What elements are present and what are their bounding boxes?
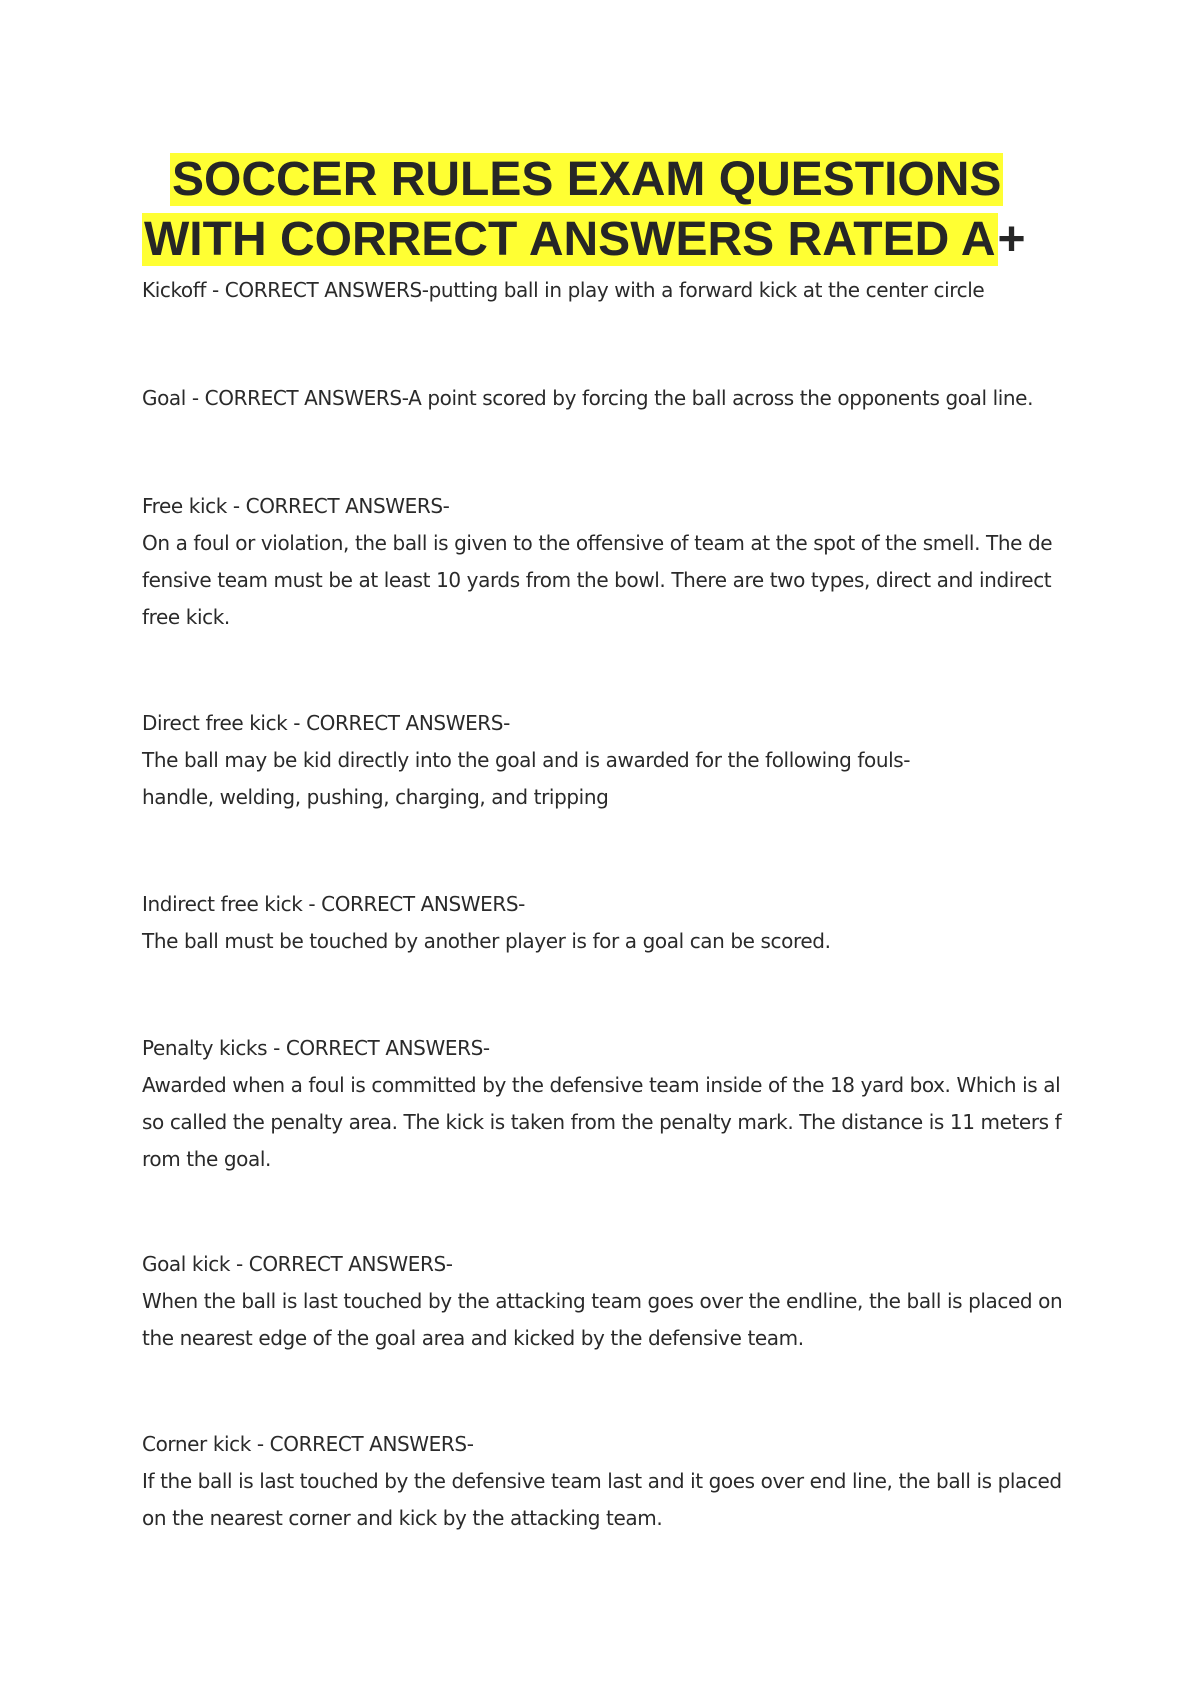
title-line-1 xyxy=(142,150,1042,210)
entry-term: Corner kick - CORRECT ANSWERS- xyxy=(142,1432,474,1456)
entry-term: Free kick - CORRECT ANSWERS- xyxy=(142,494,450,518)
title-suffix: + xyxy=(997,213,1026,266)
qa-entry-kickoff xyxy=(142,272,1082,309)
entry-term: Indirect free kick - CORRECT ANSWERS- xyxy=(142,892,525,916)
qa-entry-goal xyxy=(142,380,1082,417)
qa-entry-goal-kick xyxy=(142,1246,1072,1357)
qa-entry-direct-free-kick xyxy=(142,705,922,816)
entry-term: Goal - CORRECT ANSWERS- xyxy=(142,386,409,410)
qa-entry-penalty-kicks xyxy=(142,1030,1072,1178)
title-highlight-2: WITH CORRECT ANSWERS RATED A xyxy=(144,213,996,266)
entry-answer: When the ball is last touched by the attacking team goes over the endline, the ball is placed on the nearest edge of the goal area and kicked by the defensive team. xyxy=(142,1289,1063,1350)
qa-entry-corner-kick xyxy=(142,1426,1072,1537)
entry-answer: The ball must be touched by another player is for a goal can be scored. xyxy=(142,929,831,953)
entry-answer: The ball may be kid directly into the goal and is awarded for the following fouls- handle, welding, pushing, charging, and tripping xyxy=(142,748,911,809)
entry-answer: Awarded when a foul is committed by the defensive team inside of the 18 yard box. Which is al so called the penalty area. The kick is taken from the penalty mark. The distance is 11 meters f rom the goal. xyxy=(142,1073,1062,1171)
title-line-2 xyxy=(142,210,1042,270)
entry-answer: putting ball in play with a forward kick at the center circle xyxy=(428,278,985,302)
document-title xyxy=(142,150,1042,270)
qa-entry-free-kick xyxy=(142,488,1072,636)
entry-term: Kickoff - CORRECT ANSWERS- xyxy=(142,278,429,302)
qa-entry-indirect-free-kick xyxy=(142,886,1082,960)
entry-answer: A point scored by forcing the ball across the opponents goal line. xyxy=(408,386,1034,410)
entry-answer: On a foul or violation, the ball is given to the offensive of team at the spot of the smell. The de fensive team must be at least 10 yards from the bowl. There are two types, direct and indirect free kick. xyxy=(142,531,1053,629)
entry-term: Direct free kick - CORRECT ANSWERS- xyxy=(142,711,510,735)
entry-answer: If the ball is last touched by the defensive team last and it goes over end line, the ball is placed on the nearest corner and kick by the attacking team. xyxy=(142,1469,1062,1530)
title-highlight-1: SOCCER RULES EXAM QUESTIONS xyxy=(172,153,1002,206)
entry-term: Penalty kicks - CORRECT ANSWERS- xyxy=(142,1036,490,1060)
entry-term: Goal kick - CORRECT ANSWERS- xyxy=(142,1252,453,1276)
